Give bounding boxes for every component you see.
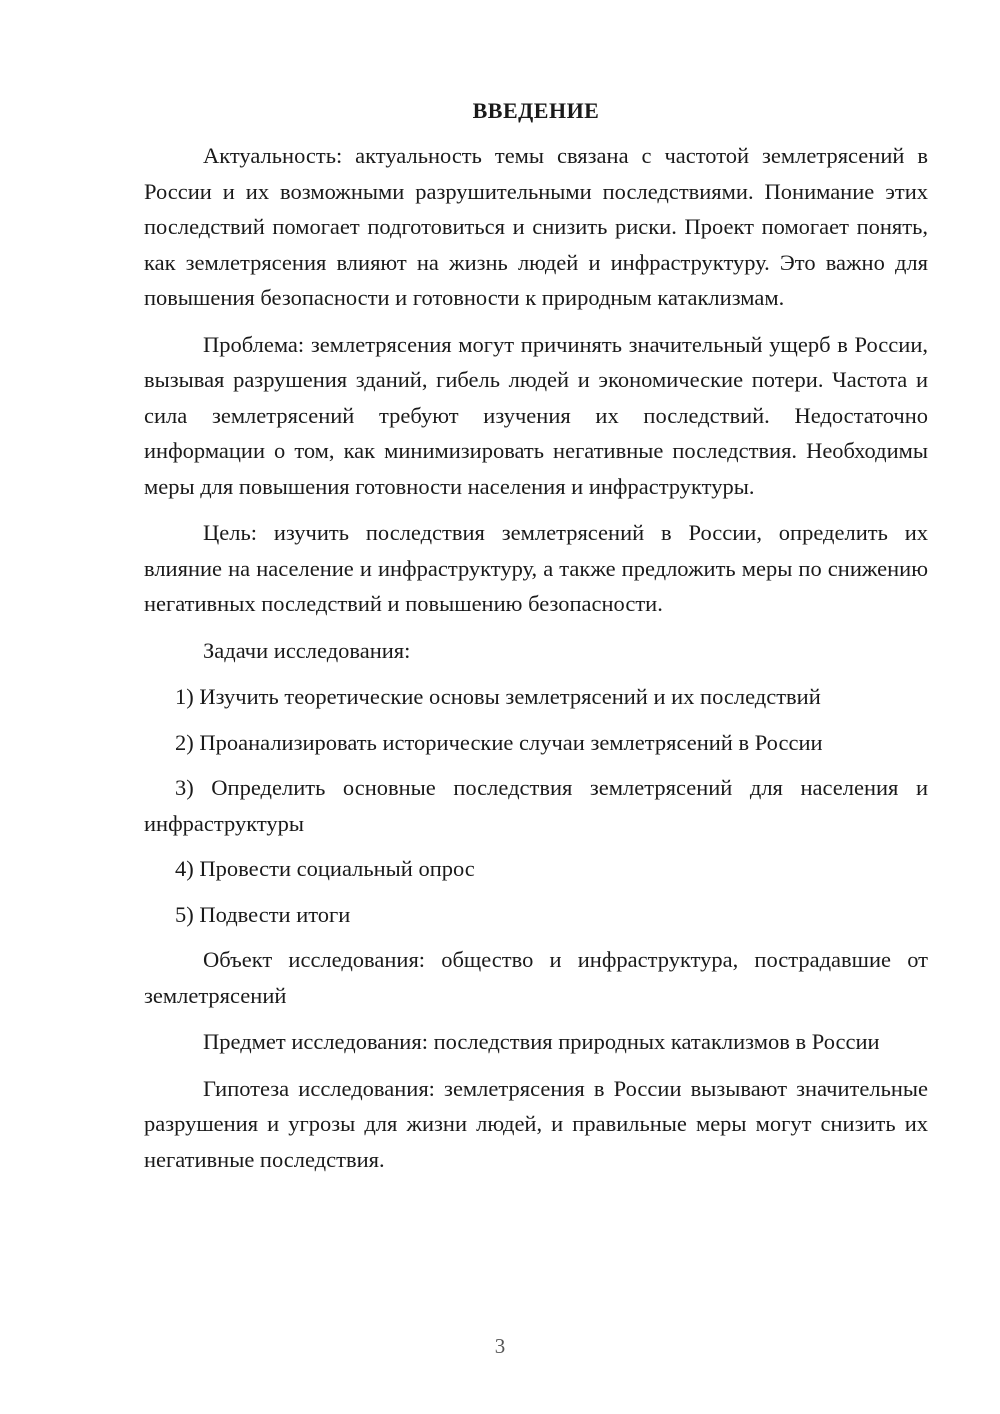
relevance-paragraph: Актуальность: актуальность темы связана с частотой землетрясений в России и их возможными разрушительными последствиями. Понимание этих последствий помогает подготовиться и снизить риски. Проект помогает понять, как землетрясения влияют на жизнь людей и инфраструктуру. Это важно для повышения безопасности и готовности к природным катаклизмам. [144, 143, 928, 310]
goal-paragraph: Цель: изучить последствия землетрясений в России, определить их влияние на население и инфраструктуру, а также предложить меры по снижению негативных последствий и повышению безопасности. [144, 520, 928, 616]
object-paragraph: Объект исследования: общество и инфраструктура, пострадавшие от землетрясений [144, 947, 928, 1008]
tasks-heading: Задачи исследования: [203, 637, 411, 663]
document-page [144, 96, 928, 1188]
page-title: ВВЕДЕНИЕ [472, 98, 600, 123]
task-item-4: 4) Провести социальный опрос [175, 856, 475, 881]
task-item-1: 1) Изучить теоретические основы землетрясений и их последствий [175, 684, 821, 709]
problem-paragraph: Проблема: землетрясения могут причинять значительный ущерб в России, вызывая разрушения зданий, гибель людей и экономические потери. Частота и сила землетрясений требуют изучения их последствий. Недостаточно информации о том, как минимизировать негативные последствия. Необходимы меры для повышения готовности населения и инфраструктуры. [144, 331, 928, 499]
task-item-2: 2) Проанализировать исторические случаи землетрясений в России [175, 729, 823, 755]
page-number: 3 [494, 1334, 506, 1358]
task-item-5: 5) Подвести итоги [175, 901, 351, 927]
tasks-list [144, 679, 928, 932]
hypothesis-paragraph: Гипотеза исследования: землетрясения в России вызывают значительные разрушения и угрозы для жизни людей, и правильные меры могут снизить их негативные последствия. [144, 1075, 928, 1172]
task-item-3: 3) Определить основные последствия землетрясений для населения и инфраструктуры [144, 775, 928, 836]
subject-paragraph: Предмет исследования: последствия природных катаклизмов в России [203, 1029, 880, 1054]
